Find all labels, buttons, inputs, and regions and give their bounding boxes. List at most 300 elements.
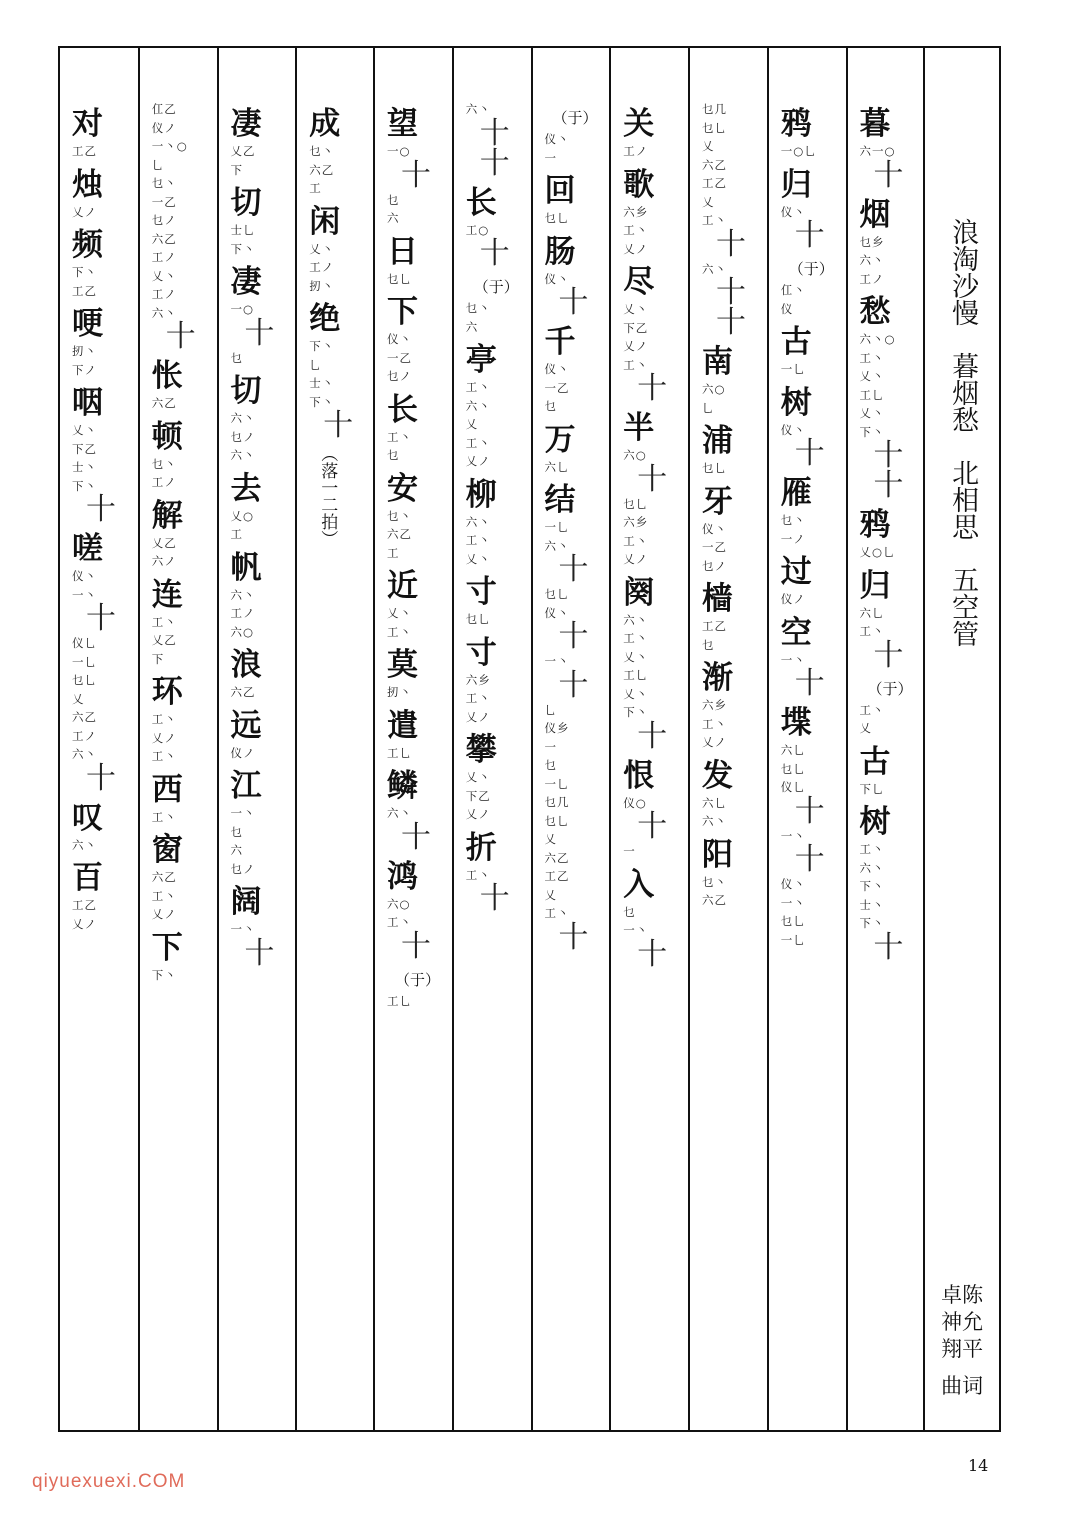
- gongche-notation: 工丶: [623, 631, 649, 645]
- gongche-notation: 六丶: [465, 102, 491, 116]
- gongche-notation: 工ノ: [151, 250, 177, 264]
- gongche-notation: 一○乚: [780, 144, 817, 158]
- gongche-notation: 工丶: [387, 429, 412, 444]
- gongche-notation: 扨丶: [309, 278, 335, 293]
- lyric-character: 切: [230, 373, 262, 409]
- gongche-notation: 工○: [465, 222, 490, 237]
- gongche-notation: 乂丶: [72, 423, 97, 437]
- gongche-notation: 乜: [544, 758, 557, 772]
- gongche-notation: 乂丶: [151, 268, 177, 283]
- gongche-notation: 工丶: [151, 614, 177, 629]
- gongche-notation: 工丶: [465, 691, 491, 705]
- gongche-notation: 下乙: [465, 788, 491, 803]
- gongche-notation: 工乙: [544, 869, 570, 883]
- gongche-notation: 一丶: [780, 828, 806, 843]
- lyric-character: 阳: [702, 836, 733, 873]
- gongche-notation: 乜乚: [544, 211, 570, 225]
- lyric-character: 堞: [780, 705, 812, 741]
- lyric-character: 万: [544, 421, 576, 458]
- gongche-notation: 乜乚: [465, 612, 491, 626]
- lyric-character: 南: [702, 344, 733, 380]
- gongche-notation: 仪丶: [780, 204, 806, 219]
- gongche-notation: 乂丶: [387, 606, 412, 620]
- lyric-character: 怅: [151, 358, 183, 394]
- pitch-mark: 十: [558, 667, 589, 703]
- gongche-notation: 下乙: [72, 441, 97, 456]
- score-column-12: [60, 48, 138, 1430]
- pitch-mark: 十: [794, 436, 825, 471]
- gongche-notation: 仪丶: [72, 569, 97, 583]
- gongche-notation: 乜乚: [544, 813, 570, 828]
- lyric-character: 解: [151, 497, 183, 534]
- gongche-notation: 工丶: [465, 533, 491, 547]
- lyric-character: 关: [623, 106, 655, 142]
- gongche-notation: 一丶: [72, 587, 97, 602]
- pitch-mark: 十: [873, 468, 904, 503]
- lyric-character: 阕: [623, 574, 655, 611]
- gongche-notation: 六ノ: [151, 554, 177, 568]
- pitch-mark: 十: [794, 793, 825, 829]
- gongche-notation: 乜几: [702, 102, 727, 116]
- gongche-notation: 乚: [544, 702, 557, 717]
- lyric-character: 长: [465, 184, 497, 221]
- gongche-notation: 扨丶: [387, 685, 412, 699]
- gongche-notation: 乂ノ: [465, 454, 491, 468]
- title-line: 北相思: [947, 459, 979, 540]
- gongche-notation: 一ノ: [780, 531, 806, 546]
- pitch-mark: 十: [86, 760, 116, 796]
- lyric-character: 古: [859, 743, 891, 780]
- gongche-notation: 六乙: [151, 396, 177, 410]
- gongche-notation: 六乚: [544, 459, 570, 474]
- gongche-notation: 乚: [151, 157, 165, 172]
- pitch-mark: 十: [165, 319, 196, 354]
- site-watermark: qiyuexuexi.COM: [32, 1471, 186, 1492]
- gongche-notation: 六丶: [72, 747, 97, 761]
- pitch-mark: 十: [558, 919, 589, 955]
- gongche-notation: 六丶: [72, 837, 97, 852]
- gongche-notation: 乚: [702, 400, 715, 415]
- lyric-character: 渐: [702, 660, 733, 696]
- gongche-notation: 工: [309, 181, 322, 195]
- gongche-notation: 工乙: [702, 619, 727, 633]
- lyric-character: 凄: [230, 106, 262, 142]
- lyric-character: 暮: [859, 106, 891, 142]
- gongche-notation: 工丶: [151, 712, 177, 726]
- lyric-character: 切: [230, 185, 262, 221]
- gongche-notation: 仪○: [623, 795, 647, 810]
- gongche-notation: 工丶: [702, 716, 727, 731]
- gongche-notation: 工: [230, 527, 243, 541]
- lyric-character: 折: [465, 829, 497, 866]
- gongche-notation: 工丶: [387, 624, 412, 639]
- gongche-notation: 六: [387, 211, 400, 225]
- score-column-9: [295, 48, 373, 1430]
- score-column-7: [452, 48, 531, 1430]
- gongche-notation: 乂ノ: [465, 709, 491, 724]
- gongche-notation: 仪丶: [780, 422, 806, 437]
- gongche-notation: 乂ノ: [623, 552, 649, 566]
- pitch-mark: 十: [794, 666, 825, 701]
- lyric-character: 凄: [230, 264, 262, 300]
- gongche-notation: 六乡: [465, 672, 491, 687]
- gongche-notation: 六丶: [151, 305, 177, 320]
- gongche-notation: 六一○: [859, 144, 896, 158]
- score-column-5: [609, 48, 688, 1430]
- pitch-mark: 十: [244, 315, 275, 351]
- gongche-notation: 工丶: [465, 380, 491, 394]
- lyric-note-paren: （于）: [552, 109, 598, 127]
- gongche-notation: 下ノ: [72, 362, 97, 377]
- gongche-notation: 乂丶: [465, 551, 491, 566]
- lyric-character: 千: [544, 324, 576, 360]
- gongche-notation: 一乙: [387, 350, 412, 365]
- gongche-notation: 工ノ: [151, 475, 177, 489]
- gongche-notation: 乂ノ: [151, 730, 177, 745]
- gongche-notation: 仪乚: [780, 780, 806, 794]
- gongche-notation: 六丶○: [859, 332, 896, 346]
- gongche-notation: 六乙: [544, 850, 570, 865]
- lyric-character: 阔: [230, 884, 262, 920]
- gongche-notation: 一乙: [151, 194, 177, 209]
- gongche-notation: 工ノ: [230, 606, 256, 620]
- gongche-notation: 乂: [702, 139, 715, 153]
- gongche-notation: 乜几: [544, 795, 570, 809]
- gongche-notation: 乜ノ: [702, 558, 727, 573]
- gongche-notation: 下丶: [72, 478, 97, 493]
- gongche-notation: 工乚: [387, 745, 412, 760]
- gongche-notation: 六丶: [230, 587, 256, 602]
- gongche-notation: 乂乙: [230, 144, 256, 158]
- title-line: 五空管: [947, 566, 979, 647]
- gongche-notation: 六乙: [702, 893, 727, 907]
- gongche-notation: 下丶: [859, 424, 885, 439]
- pitch-mark: 十: [873, 929, 904, 965]
- lyric-character: 浦: [702, 423, 733, 459]
- gongche-notation: 士乚: [230, 223, 256, 237]
- gongche-notation: 乜乚: [702, 461, 727, 475]
- gongche-notation: 工丶: [623, 357, 649, 372]
- gongche-notation: 乂: [72, 691, 85, 706]
- pitch-mark: 十: [637, 371, 668, 406]
- pitch-mark: 十: [558, 619, 589, 654]
- gongche-notation: 仪: [780, 301, 794, 316]
- gongche-notation: 乂丶: [859, 369, 885, 383]
- gongche-notation: 乂ノ: [72, 916, 97, 931]
- gongche-notation: 士丶: [859, 897, 885, 912]
- pitch-mark: 十: [637, 718, 668, 754]
- gongche-notation: 一丶: [780, 895, 806, 910]
- gongche-notation: 工丶: [151, 749, 177, 763]
- gongche-notation: 下丶: [309, 394, 335, 409]
- gongche-notation: 乜ノ: [151, 213, 177, 227]
- lyric-character: 古: [780, 324, 812, 360]
- gongche-notation: 工丶: [544, 906, 570, 920]
- gongche-notation: 下丶: [859, 916, 885, 930]
- gongche-notation: 仪丶: [702, 521, 727, 536]
- lyric-character: 鳞: [387, 768, 418, 804]
- gongche-notation: 一乚: [72, 654, 97, 669]
- score-frame: [58, 46, 1001, 1432]
- pitch-mark: 十: [558, 285, 589, 320]
- gongche-notation: 乂: [544, 887, 557, 902]
- lyric-character: 浪: [230, 647, 262, 683]
- gongche-notation: 仜乙: [151, 102, 177, 116]
- lyric-character: 日: [387, 233, 418, 270]
- gongche-notation: 一丶: [544, 654, 570, 668]
- gongche-notation: 仪丶: [544, 271, 570, 286]
- pitch-mark: 十: [401, 819, 431, 855]
- lyric-character: 尽: [623, 264, 655, 300]
- lyric-character: 归: [859, 567, 891, 604]
- pitch-mark: 十: [479, 145, 510, 181]
- lyric-character: 恨: [623, 757, 655, 794]
- pitch-mark: 十: [794, 842, 825, 877]
- gongche-notation: 工ノ: [72, 728, 97, 743]
- gongche-notation: 六丶: [465, 514, 491, 529]
- author-line: 翔平: [941, 1337, 984, 1361]
- lyric-character: 远: [230, 707, 262, 744]
- gongche-notation: 下丶: [309, 339, 335, 353]
- gongche-notation: 一丶: [780, 652, 806, 667]
- lyric-character: 过: [780, 554, 812, 590]
- gongche-notation: 工丶: [702, 213, 727, 227]
- lyric-character: 半: [623, 410, 655, 446]
- lyric-character: 烟: [859, 196, 891, 233]
- pitch-mark: 十: [401, 157, 431, 193]
- title-line: 浪淘沙慢: [947, 218, 979, 326]
- gongche-notation: 乂: [544, 832, 557, 846]
- lyric-character: 寸: [465, 574, 497, 610]
- pitch-mark: 十: [716, 275, 746, 310]
- gongche-notation: 工丶: [859, 624, 885, 638]
- lyric-character: 亭: [465, 342, 497, 378]
- title-column: [923, 48, 999, 1430]
- author-line: 卓陈: [941, 1283, 984, 1307]
- gongche-notation: 仪丶: [387, 332, 412, 346]
- gongche-notation: 乜: [387, 448, 400, 462]
- gongche-notation: 工乙: [72, 144, 97, 158]
- pitch-mark: 十: [479, 236, 510, 271]
- gongche-notation: 工乙: [72, 283, 97, 298]
- gongche-notation: 乜乡: [859, 234, 885, 249]
- lyric-character: 江: [230, 768, 262, 804]
- gongche-notation: 下: [151, 651, 165, 666]
- lyric-character: 望: [387, 106, 418, 142]
- gongche-notation: 六丶: [702, 814, 727, 828]
- gongche-notation: 六乙: [387, 527, 412, 541]
- gongche-notation: 一: [544, 150, 557, 165]
- lyric-character: 樯: [702, 581, 733, 617]
- gongche-notation: 乜乚: [72, 673, 97, 687]
- gongche-notation: 仪丶: [780, 877, 806, 891]
- gongche-notation: 乜乚: [623, 496, 649, 511]
- score-column-4: [688, 48, 767, 1430]
- gongche-notation: 工丶: [151, 888, 177, 903]
- gongche-notation: 六乡: [623, 515, 649, 529]
- gongche-notation: 下乙: [623, 320, 649, 335]
- lyric-character: 连: [151, 576, 183, 613]
- gongche-notation: 六丶: [702, 261, 727, 276]
- gongche-notation: 工乙: [72, 898, 97, 912]
- lyric-character: 莫: [387, 647, 418, 683]
- gongche-notation: 六乚: [780, 743, 806, 757]
- pitch-mark: 十: [637, 461, 668, 497]
- author-credit: [925, 1282, 999, 1400]
- gongche-notation: 工乚: [623, 668, 649, 682]
- lyric-character: 牙: [702, 483, 733, 520]
- gongche-notation: 一乚: [780, 362, 806, 376]
- gongche-notation: 乜丶: [780, 513, 806, 527]
- gongche-notation: 乜丶: [702, 874, 727, 889]
- lyric-character: 攀: [465, 732, 497, 768]
- gongche-notation: 乜丶: [387, 508, 412, 523]
- gongche-notation: 一丶: [230, 806, 256, 820]
- lyric-character: 树: [859, 804, 891, 840]
- lyric-character: 愁: [859, 294, 891, 330]
- lyric-character: 树: [780, 384, 812, 421]
- gongche-notation: 乂: [859, 721, 872, 735]
- gongche-notation: 一乚: [544, 776, 570, 791]
- gongche-notation: 六丶: [387, 806, 412, 820]
- gongche-notation: 六丶: [544, 538, 570, 553]
- score-column-2: [846, 48, 924, 1430]
- gongche-notation: 乜: [230, 350, 243, 365]
- gongche-notation: 六: [465, 319, 479, 334]
- lyric-note-paren: （于）: [395, 970, 441, 989]
- pitch-mark: 十: [637, 936, 668, 972]
- pitch-mark: 十: [558, 552, 589, 587]
- pitch-mark: 十: [244, 935, 275, 971]
- lyric-character: 鸦: [780, 106, 812, 142]
- gongche-notation: 工乚: [859, 387, 885, 402]
- gongche-notation: 工: [387, 545, 400, 560]
- gongche-notation: 仪丶: [544, 605, 570, 620]
- gongche-notation: 仪ノ: [780, 592, 806, 606]
- gongche-notation: 乂ノ: [702, 735, 727, 749]
- gongche-notation: 乂乙: [151, 535, 177, 550]
- pitch-mark: 十: [86, 601, 116, 636]
- lyric-note-paren: （于）: [867, 679, 913, 698]
- gongche-notation: 乂ノ: [72, 204, 97, 219]
- gongche-notation: 乜丶: [151, 176, 177, 190]
- lyric-character: 窗: [151, 832, 183, 868]
- gongche-notation: 六○: [387, 896, 411, 911]
- score-column-11: [138, 48, 217, 1430]
- lyric-character: 西: [151, 771, 183, 808]
- lyric-character: 顿: [151, 418, 183, 455]
- pitch-mark: 十: [479, 115, 510, 151]
- gongche-notation: 乂ノ: [465, 807, 491, 821]
- pitch-mark: 十: [794, 218, 825, 253]
- lyric-character: 肠: [544, 233, 576, 270]
- gongche-notation: 工丶: [859, 842, 885, 856]
- lyric-character: 鸦: [859, 507, 891, 543]
- page-number: 14: [968, 1456, 989, 1475]
- gongche-notation: 乂丶: [465, 770, 491, 784]
- gongche-notation: 一乚: [544, 520, 570, 534]
- gongche-notation: 工丶: [465, 867, 491, 882]
- gongche-notation: 工丶: [387, 915, 412, 929]
- gongche-notation: 一: [544, 739, 557, 754]
- gongche-notation: 士丶: [309, 376, 335, 390]
- gongche-notation: 六乚: [702, 795, 727, 810]
- gongche-notation: 六丶: [859, 253, 885, 267]
- gongche-notation: 六乙: [309, 162, 335, 177]
- gongche-notation: 乂○: [230, 508, 255, 523]
- lyric-character: 入: [623, 866, 655, 903]
- gongche-notation: 乜ノ: [387, 369, 412, 383]
- gongche-notation: 六乙: [151, 231, 177, 246]
- lyric-character: 寸: [465, 634, 497, 671]
- gongche-notation: 六乙: [151, 870, 177, 884]
- lyric-character: 烛: [72, 166, 103, 203]
- lyric-character: 帆: [230, 549, 262, 586]
- gongche-notation: 工乚: [387, 993, 412, 1008]
- lyric-character: 回: [544, 173, 576, 209]
- gongche-notation: 六丶: [465, 398, 491, 413]
- gongche-notation: 乂丶: [623, 649, 649, 664]
- score-column-6: [531, 48, 610, 1430]
- lyric-character: 下: [151, 929, 183, 966]
- gongche-notation: 乂丶: [859, 406, 885, 420]
- gongche-notation: 乜丶: [151, 456, 177, 471]
- gongche-notation: 工乙: [702, 176, 727, 190]
- gongche-notation: 工丶: [151, 809, 177, 824]
- lyric-character: 咽: [72, 385, 103, 421]
- gongche-notation: 工丶: [623, 533, 649, 548]
- lyric-character: 去: [230, 470, 262, 507]
- pitch-mark: 十: [873, 157, 904, 193]
- lyric-character: 成: [309, 106, 341, 142]
- lyric-character: 嗟: [72, 531, 103, 567]
- lyric-character: 下: [387, 294, 418, 330]
- gongche-notation: 下丶: [72, 265, 97, 279]
- gongche-notation: 下丶: [151, 967, 177, 982]
- gongche-notation: 乜: [387, 192, 400, 207]
- lyric-character: 结: [544, 482, 576, 518]
- author-line: 神允: [941, 1310, 984, 1334]
- gongche-notation: 六乡: [623, 204, 649, 219]
- lyric-character: 安: [387, 470, 418, 507]
- gongche-notation: 六丶: [859, 860, 885, 875]
- gongche-notation: 乜丶: [309, 144, 335, 158]
- gongche-notation: 六丶: [230, 448, 256, 462]
- gongche-notation: 工丶: [859, 350, 885, 365]
- gongche-notation: 乂: [465, 417, 479, 431]
- gongche-notation: 六○: [702, 382, 726, 396]
- lyric-character: 哽: [72, 306, 103, 342]
- gongche-notation: 乜: [230, 824, 243, 839]
- title-block: [944, 218, 980, 673]
- lyric-character: 叹: [72, 799, 103, 836]
- gongche-notation: 乜乚: [780, 914, 806, 928]
- gongche-notation: 六○: [230, 624, 255, 639]
- lyric-character: 对: [72, 106, 103, 142]
- lyric-note-paren: （于）: [473, 278, 519, 296]
- lyric-character: 柳: [465, 476, 497, 513]
- gongche-notation: 乜丶: [465, 301, 491, 315]
- gongche-notation: 乜ノ: [230, 429, 256, 444]
- lyric-character: 遣: [387, 707, 418, 744]
- gongche-notation: 工丶: [859, 702, 885, 717]
- gongche-notation: 一乚: [780, 932, 806, 947]
- gongche-notation: 下: [230, 162, 243, 177]
- gongche-notation: 乜: [544, 399, 557, 413]
- gongche-notation: 六乙: [702, 157, 727, 172]
- pitch-mark: 十: [637, 809, 668, 844]
- lyric-note-paren: （于）: [788, 260, 834, 278]
